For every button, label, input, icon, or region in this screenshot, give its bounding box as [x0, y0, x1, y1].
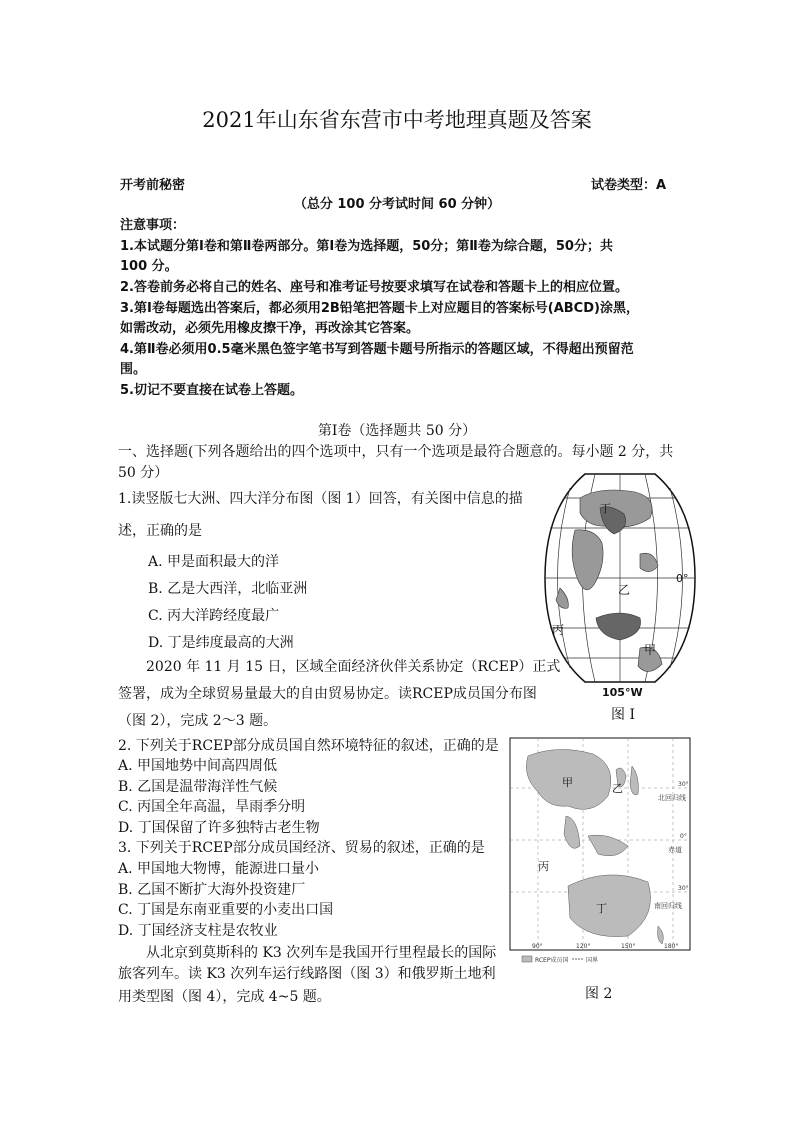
q2-option-a: A. 甲国地势中间高四周低 — [118, 758, 278, 774]
fig2-lon-120: 120° — [576, 943, 591, 950]
section-title: 第Ⅰ卷（选择题共 50 分） — [317, 423, 477, 439]
rcep-para-3: （图 2），完成 2～3 题。 — [118, 713, 278, 729]
fig2-label-ding: 丁 — [596, 902, 607, 915]
section-intro-b: 50 分） — [118, 465, 169, 481]
fig1-label-bing: 丙 — [552, 623, 565, 637]
q2-option-c: C. 丙国全年高温，旱雨季分明 — [118, 799, 306, 815]
note-4b: 围。 — [120, 362, 147, 377]
q1-option-b: B. 乙是大西洋，北临亚洲 — [148, 581, 308, 597]
fig2-equator: 赤道 — [668, 846, 682, 854]
fig1-lon-label: 105°W — [602, 686, 643, 698]
legend-member-swatch — [522, 956, 532, 962]
note-1a: 1.本试题分第Ⅰ卷和第Ⅱ卷两部分。第Ⅰ卷为选择题，50分；第Ⅱ卷为综合题，50分；共 — [120, 239, 613, 254]
rcep-para-2: 签署，成为全球贸易量最大的自由贸易协定。读RCEP成员国分布图 — [118, 686, 537, 702]
secret-label: 开考前秘密 — [120, 178, 186, 193]
fig2-tropic-n: 北回归线 — [658, 794, 686, 802]
fig2-label-bing: 丙 — [538, 860, 549, 873]
q3-option-c: C. 丁国是东南亚重要的小麦出口国 — [118, 902, 334, 918]
fig1-label-jia: 甲 — [644, 643, 657, 657]
k3-para-1: 从北京到莫斯科的 K3 次列车是我国开行里程最长的国际 — [146, 945, 497, 961]
page-title: 2021年山东省东营市中考地理真题及答案 — [202, 108, 592, 132]
q1-stem-a: 1.读竖版七大洲、四大洋分布图（图 1）回答，有关图中信息的描 — [118, 491, 523, 507]
score-time: （总分 100 分考试时间 60 分钟） — [293, 197, 501, 212]
q3-option-a: A. 甲国地大物博，能源进口量小 — [118, 861, 320, 877]
figure-2-caption: 图 2 — [585, 986, 613, 1002]
figure-1-world-map — [540, 468, 700, 698]
fig1-lat-label: 0° — [676, 572, 689, 585]
paper-type: 试卷类型：A — [591, 178, 667, 193]
fig2-lon-90: 90° — [532, 943, 543, 950]
k3-para-2: 旅客列车。读 K3 次列车运行线路图（图 3）和俄罗斯土地利 — [118, 966, 496, 982]
fig2-label-jia: 甲 — [562, 776, 573, 789]
q2-option-d: D. 丁国保留了许多独特古老生物 — [118, 820, 320, 836]
fig2-lat-30n: 30° — [678, 781, 689, 788]
section-intro-a: 一、选择题(下列各题给出的四个选项中，只有一个选项是最符合题意的。每小题 2 分，共 — [118, 444, 674, 460]
fig2-label-yi: 乙 — [612, 782, 623, 795]
note-5: 5.切记不要直接在试卷上答题。 — [120, 383, 303, 398]
note-1b: 100 分。 — [120, 259, 178, 274]
fig1-label-ding: 丁 — [600, 502, 611, 515]
figure-1-caption: 图 I — [611, 707, 635, 723]
fig2-lat-0: 0° — [680, 833, 687, 840]
note-3b: 如需改动，必须先用橡皮擦干净，再改涂其它答案。 — [120, 321, 420, 336]
fig1-label-yi: 乙 — [618, 583, 631, 597]
figure-2-rcep-map — [508, 736, 692, 970]
note-2: 2.答卷前务必将自己的姓名、座号和准考证号按要求填写在试卷和答题卡上的相应位置。 — [120, 280, 628, 295]
fig2-lon-150: 150° — [621, 943, 636, 950]
q2-option-b: B. 乙国是温带海洋性气候 — [118, 779, 278, 795]
k3-para-3: 用类型图（图 4），完成 4~5 题。 — [118, 989, 331, 1005]
q1-option-a: A. 甲是面积最大的洋 — [148, 554, 280, 570]
fig2-legend-border: 国界 — [586, 957, 599, 964]
q1-option-c: C. 丙大洋跨经度最广 — [148, 608, 280, 624]
q3-option-b: B. 乙国不断扩大海外投资建厂 — [118, 882, 306, 898]
q3-stem: 3. 下列关于RCEP部分成员国经济、贸易的叙述，正确的是 — [118, 840, 485, 856]
q2-stem: 2. 下列关于RCEP部分成员国自然环境特征的叙述，正确的是 — [118, 738, 499, 754]
note-4a: 4.第Ⅱ卷必须用0.5毫米黑色签字笔书写到答题卡题号所指示的答题区域，不得超出预留范 — [120, 342, 634, 357]
australia-shape — [568, 875, 651, 937]
notes-heading: 注意事项： — [120, 218, 186, 233]
note-3a: 3.第Ⅰ卷每题选出答案后，都必须用2B铅笔把答题卡上对应题目的答案标号(ABCD)涂黑， — [120, 301, 639, 316]
q1-stem-b: 述，正确的是 — [118, 523, 202, 539]
rcep-para-1: 2020 年 11 月 15 日，区域全面经济伙伴关系协定（RCEP）正式 — [146, 659, 561, 675]
q3-option-d: D. 丁国经济支柱是农牧业 — [118, 923, 278, 939]
fig2-tropic-s: 南回归线 — [654, 902, 682, 910]
fig2-lat-30s: 30° — [678, 885, 689, 892]
fig2-legend-member: RCEP成员国 — [535, 957, 569, 964]
fig2-lon-180: 180° — [664, 943, 679, 950]
q1-option-d: D. 丁是纬度最高的大洲 — [148, 635, 294, 651]
